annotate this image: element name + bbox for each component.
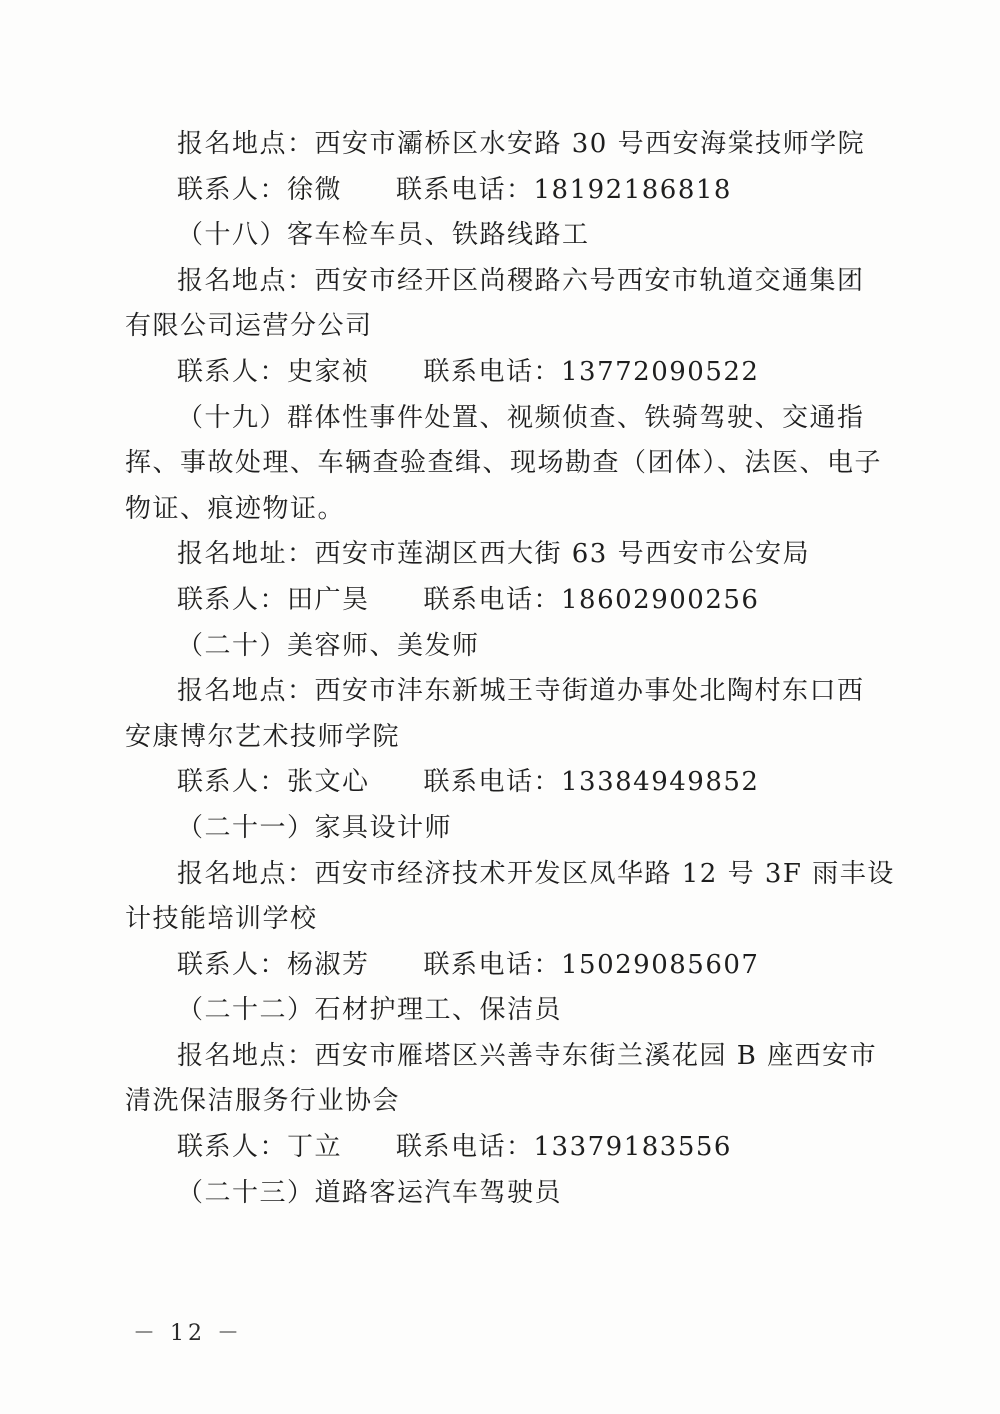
contact-line bbox=[125, 578, 865, 624]
page-number: － 12 － bbox=[133, 1321, 243, 1346]
registration-address bbox=[125, 259, 865, 305]
text-line: 报名地点：西安市经开区尚稷路六号西安市轨道交通集团 bbox=[177, 265, 865, 296]
text-line: 报名地点：西安市灞桥区水安路 30 号西安海棠技师学院 bbox=[177, 129, 866, 159]
text-line: 报名地点：西安市经济技术开发区凤华路 12 号 3F 雨丰设 bbox=[177, 858, 895, 889]
registration-address bbox=[125, 669, 865, 715]
section-heading bbox=[125, 624, 865, 670]
contact-phone: 联系电话：18192186818 bbox=[396, 174, 732, 205]
registration-address-cont bbox=[125, 715, 865, 761]
section-heading bbox=[125, 396, 865, 442]
text-line: 报名地址：西安市莲湖区西大街 63 号西安市公安局 bbox=[177, 539, 811, 570]
contact-person: 联系人：杨淑芳 bbox=[177, 949, 370, 980]
registration-address-cont bbox=[125, 897, 865, 943]
document-body bbox=[125, 122, 895, 1216]
section-heading-cont bbox=[125, 441, 883, 487]
text-line: 物证、痕迹物证。 bbox=[125, 493, 346, 524]
registration-address bbox=[125, 1034, 878, 1080]
contact-line bbox=[125, 943, 865, 989]
text-line: （二十三）道路客运汽车驾驶员 bbox=[177, 1177, 563, 1208]
text-line: 计技能培训学校 bbox=[125, 904, 318, 935]
registration-address bbox=[125, 122, 865, 168]
contact-line bbox=[125, 350, 865, 396]
contact-line bbox=[125, 1125, 865, 1171]
contact-line bbox=[125, 760, 865, 806]
contact-phone: 联系电话：15029085607 bbox=[423, 949, 760, 980]
contact-phone: 联系电话：13384949852 bbox=[423, 767, 760, 798]
contact-person: 联系人：徐微 bbox=[177, 174, 343, 205]
contact-phone: 联系电话：13772090522 bbox=[423, 356, 760, 387]
registration-address bbox=[125, 852, 895, 898]
text-line: 安康博尔艺术技师学院 bbox=[125, 721, 401, 752]
text-line: 报名地点：西安市雁塔区兴善寺东街兰溪花园 B 座西安市 bbox=[177, 1040, 878, 1071]
text-line: （十八）客车检车员、铁路线路工 bbox=[177, 220, 590, 251]
section-heading bbox=[125, 213, 865, 259]
section-heading bbox=[125, 988, 865, 1034]
contact-line bbox=[125, 168, 865, 214]
text-line: 有限公司运营分公司 bbox=[125, 311, 373, 342]
contact-person: 联系人：田广昊 bbox=[177, 584, 370, 615]
contact-person: 联系人：史家祯 bbox=[177, 356, 370, 387]
section-heading bbox=[125, 1171, 865, 1217]
text-line: （二十）美容师、美发师 bbox=[177, 630, 480, 661]
contact-phone: 联系电话：18602900256 bbox=[423, 584, 760, 615]
text-line: （十九）群体性事件处置、视频侦查、铁骑驾驶、交通指 bbox=[177, 402, 865, 433]
contact-phone: 联系电话：13379183556 bbox=[396, 1132, 732, 1163]
text-line: （二十二）石材护理工、保洁员 bbox=[177, 995, 563, 1026]
text-line: 报名地点：西安市沣东新城王寺街道办事处北陶村东口西 bbox=[177, 676, 865, 707]
registration-address-cont bbox=[125, 304, 865, 350]
contact-person: 联系人：丁立 bbox=[177, 1132, 343, 1163]
section-heading bbox=[125, 806, 865, 852]
text-line: （二十一）家具设计师 bbox=[177, 812, 453, 843]
text-line: 挥、事故处理、车辆查验查缉、现场勘查（团体）、法医、电子 bbox=[125, 448, 883, 479]
section-heading-cont bbox=[125, 487, 865, 533]
registration-address-cont bbox=[125, 1079, 865, 1125]
registration-address bbox=[125, 532, 865, 578]
contact-person: 联系人：张文心 bbox=[177, 767, 370, 798]
text-line: 清洗保洁服务行业协会 bbox=[125, 1086, 401, 1117]
